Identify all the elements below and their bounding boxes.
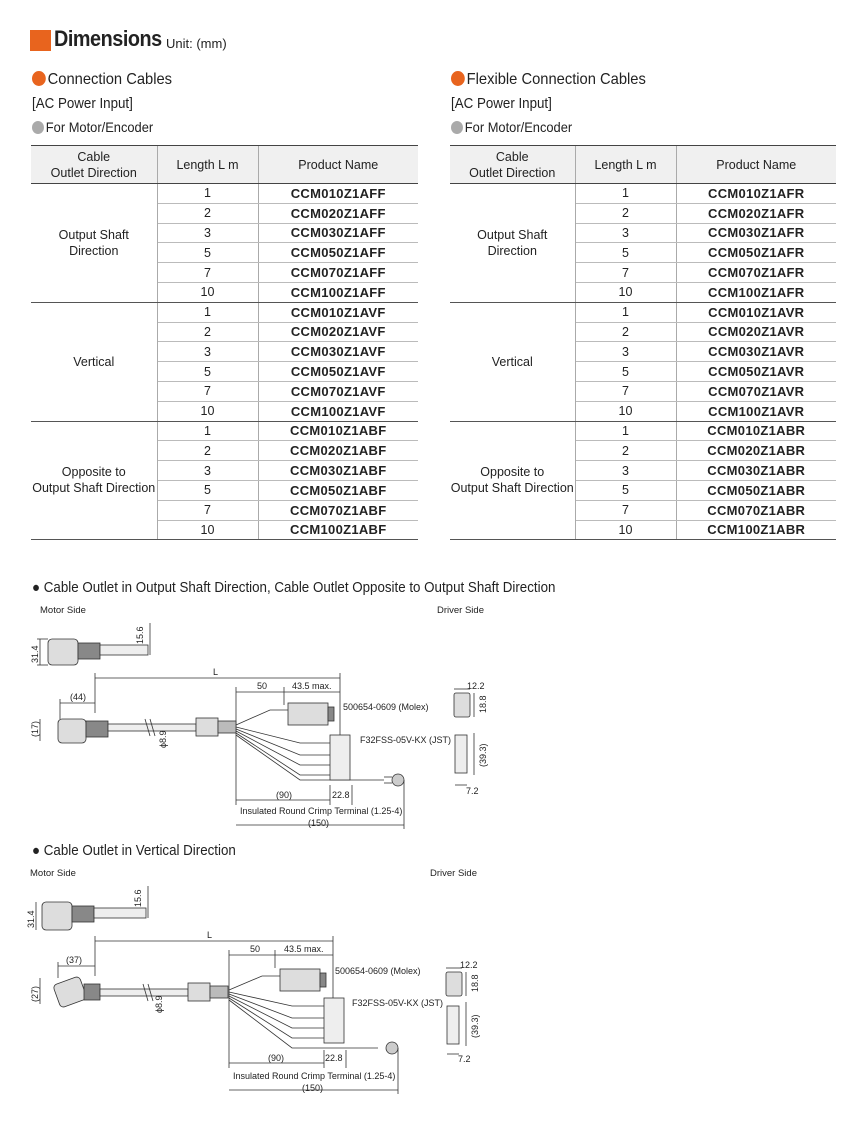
cell-length: 1 [575,184,676,204]
cell-length: 2 [157,203,258,223]
unit-label: Unit: (mm) [166,36,227,51]
jst-connector [324,998,344,1043]
dim-31-4: 31.4 [26,910,36,928]
cell-length: 10 [157,520,258,540]
driver-connector-jst [447,1006,459,1044]
dim-37: (37) [66,955,83,965]
dim-12-2: 12.2 [467,681,485,691]
cell-length: 10 [157,401,258,421]
cell-product-name: CCM020Z1AVR [676,322,836,342]
dim-22-8: 22.8 [332,790,350,800]
right-subtitle: [AC Power Input] [451,96,552,112]
label-terminal: Insulated Round Crimp Terminal (1.25-4) [233,1071,396,1081]
cell-product-name: CCM030Z1AFF [258,223,418,243]
table-row [450,184,836,204]
drawing1-driver-side: Driver Side [437,605,484,616]
molex-connector [280,969,320,991]
cell-product-name: CCM010Z1AFR [676,184,836,204]
cell-direction: Vertical [31,302,157,421]
cell-product-name: CCM020Z1ABR [676,441,836,461]
cell-length: 10 [575,282,676,302]
label-jst: F32FSS-05V-KX (JST) [352,998,444,1008]
grey-dot-icon [32,121,44,134]
section-title-connection-cables: Connection Cables [32,71,172,89]
drawing1-cable-diagram [0,615,520,835]
drawing1-title: ● Cable Outlet in Output Shaft Direction, Cable Outlet Opposite to Output Shaft Direction [32,580,556,596]
orange-dot-icon [32,71,46,86]
page-title: Dimensions [54,26,162,51]
cell-length: 5 [157,243,258,263]
cell-length: 3 [157,342,258,362]
drawing2-title: ● Cable Outlet in Vertical Direction [32,843,236,859]
cell-product-name: CCM050Z1AVR [676,362,836,382]
cell-product-name: CCM030Z1AVF [258,342,418,362]
label-terminal: Insulated Round Crimp Terminal (1.25-4) [240,806,403,816]
cell-product-name: CCM030Z1ABR [676,461,836,481]
section-title-flexible-cables: Flexible Connection Cables [451,71,646,89]
cell-direction: Opposite to Output Shaft Direction [450,421,575,540]
left-sub2: For Motor/Encoder [32,119,153,135]
cell-product-name: CCM050Z1AVF [258,362,418,382]
dim-90: (90) [268,1053,285,1063]
dim-18-8: 18.8 [478,695,488,713]
cell-product-name: CCM030Z1AVR [676,342,836,362]
dim-43-5: 43.5 max. [292,681,332,691]
cell-product-name: CCM020Z1AFF [258,203,418,223]
cell-product-name: CCM100Z1ABR [676,520,836,540]
driver-connector-molex [446,972,462,996]
cell-product-name: CCM100Z1AVR [676,401,836,421]
dim-90: (90) [276,790,293,800]
dim-44: (44) [70,692,87,702]
driver-connector-jst [455,735,467,773]
cell-direction: Opposite to Output Shaft Direction [31,421,157,540]
dim-150: (150) [302,1083,324,1093]
dim-7-2: 7.2 [466,786,479,796]
cell-direction: Output Shaft Direction [450,184,575,303]
table-row [31,421,418,441]
table-row [31,302,418,322]
col-header-direction: Cable Outlet Direction [31,146,157,184]
cell-product-name: CCM070Z1ABR [676,500,836,520]
orange-dot-icon [451,71,465,86]
drawing2-motor-side: Motor Side [30,868,76,879]
motor-connector-top [48,639,78,665]
cell-product-name: CCM030Z1ABF [258,461,418,481]
cell-length: 3 [157,461,258,481]
dim-17: (17) [30,720,40,737]
motor-connector-top-boot [78,643,100,659]
table-row [450,421,836,441]
cell-length: 10 [575,401,676,421]
cell-direction: Vertical [450,302,575,421]
label-molex: 500654-0609 (Molex) [343,702,429,712]
cell-product-name: CCM050Z1ABF [258,480,418,500]
motor-connector-main [58,719,86,743]
cell-length: 7 [157,500,258,520]
dim-L: L [207,930,213,940]
cell-product-name: CCM050Z1AFF [258,243,418,263]
col-header-length: Length L m [157,146,258,184]
cell-length: 1 [157,184,258,204]
left-subtitle: [AC Power Input] [32,96,133,112]
col-header-direction: Cable Outlet Direction [450,146,575,184]
dim-phi: ϕ8.9 [158,730,168,748]
table-row [450,302,836,322]
cell-product-name: CCM070Z1AFR [676,263,836,283]
grey-dot-icon [451,121,463,134]
dim-50: 50 [250,944,261,954]
cable-sleeve [196,718,218,736]
cell-length: 5 [157,362,258,382]
crimp-terminal [392,774,404,786]
label-jst: F32FSS-05V-KX (JST) [360,735,452,745]
dim-L: L [213,667,219,677]
cell-product-name: CCM010Z1AVR [676,302,836,322]
cell-direction: Output Shaft Direction [31,184,157,303]
cable-sleeve [188,983,210,1001]
cell-length: 7 [575,500,676,520]
cell-product-name: CCM050Z1ABR [676,480,836,500]
drawing2-driver-side: Driver Side [430,868,477,879]
motor-connector-main [53,976,88,1008]
drawing1-motor-side: Motor Side [40,605,86,616]
cell-product-name: CCM020Z1ABF [258,441,418,461]
cell-length: 2 [157,322,258,342]
header-orange-square [30,30,51,51]
cell-product-name: CCM100Z1ABF [258,520,418,540]
cable-body [100,989,188,996]
dim-50: 50 [257,681,268,691]
driver-connector-molex [454,693,470,717]
cell-product-name: CCM010Z1AVF [258,302,418,322]
jst-connector [330,735,350,780]
cell-length: 1 [157,421,258,441]
cell-length: 5 [575,480,676,500]
dim-150: (150) [308,818,330,828]
cell-length: 2 [575,322,676,342]
dim-15-6: 15.6 [135,626,145,644]
cell-length: 1 [575,421,676,441]
col-header-product: Product Name [676,146,836,184]
cell-length: 10 [575,520,676,540]
cell-product-name: CCM070Z1AVF [258,381,418,401]
right-sub2: For Motor/Encoder [451,119,572,135]
cell-length: 2 [157,441,258,461]
col-header-length: Length L m [575,146,676,184]
cell-product-name: CCM100Z1AFF [258,282,418,302]
cell-length: 10 [157,282,258,302]
dim-43-5: 43.5 max. [284,944,324,954]
cell-length: 5 [575,243,676,263]
dim-7-2: 7.2 [458,1054,471,1064]
cell-length: 1 [575,302,676,322]
cell-length: 7 [575,263,676,283]
cell-product-name: CCM020Z1AFR [676,203,836,223]
cell-length: 3 [575,461,676,481]
dim-phi: ϕ8.9 [154,995,164,1013]
cell-length: 3 [575,342,676,362]
cell-product-name: CCM020Z1AVF [258,322,418,342]
molex-connector [288,703,328,725]
cell-product-name: CCM100Z1AFR [676,282,836,302]
cell-product-name: CCM100Z1AVF [258,401,418,421]
cell-product-name: CCM010Z1AFF [258,184,418,204]
cell-length: 7 [157,381,258,401]
dim-39-3: (39.3) [478,743,488,767]
motor-connector-top [42,902,72,930]
product-table-flexible [450,145,836,540]
cell-length: 3 [157,223,258,243]
cell-length: 7 [157,263,258,283]
cell-product-name: CCM010Z1ABF [258,421,418,441]
cell-length: 7 [575,381,676,401]
cell-product-name: CCM070Z1AVR [676,381,836,401]
product-table-connection [31,145,418,540]
dim-22-8: 22.8 [325,1053,343,1063]
cell-product-name: CCM050Z1AFR [676,243,836,263]
drawing2-cable-diagram [0,878,520,1098]
crimp-terminal [386,1042,398,1054]
col-header-product: Product Name [258,146,418,184]
cell-length: 5 [575,362,676,382]
table-row [31,184,418,204]
label-molex: 500654-0609 (Molex) [335,966,421,976]
cell-length: 2 [575,203,676,223]
cell-product-name: CCM070Z1ABF [258,500,418,520]
cell-length: 1 [157,302,258,322]
dim-18-8: 18.8 [470,974,480,992]
dim-15-6: 15.6 [133,889,143,907]
cell-length: 2 [575,441,676,461]
cell-length: 5 [157,480,258,500]
cell-product-name: CCM030Z1AFR [676,223,836,243]
dim-12-2: 12.2 [460,960,478,970]
dim-31-4: 31.4 [30,645,40,663]
dim-27: (27) [30,985,40,1002]
cell-length: 3 [575,223,676,243]
cell-product-name: CCM070Z1AFF [258,263,418,283]
dim-39-3: (39.3) [470,1014,480,1038]
cell-product-name: CCM010Z1ABR [676,421,836,441]
